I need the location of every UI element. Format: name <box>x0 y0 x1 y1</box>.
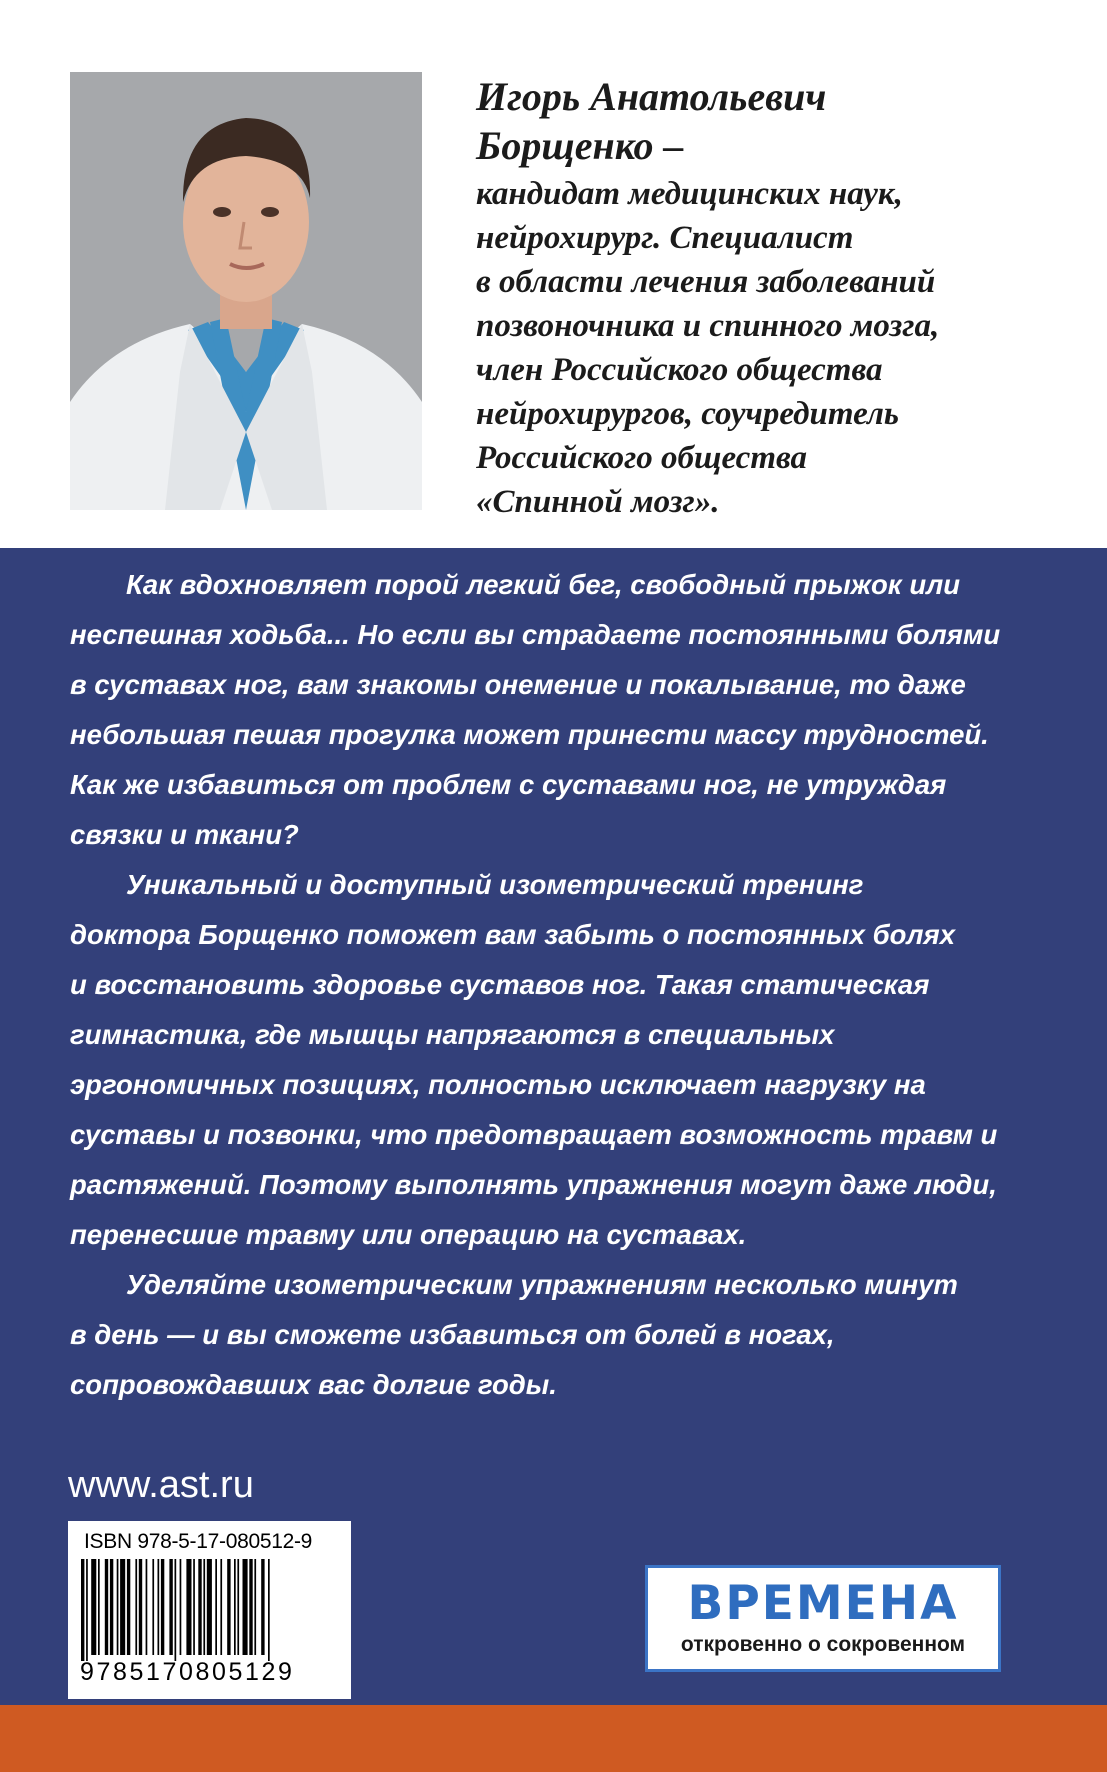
barcode-bar <box>127 1559 130 1655</box>
description-line: связки и ткани? <box>70 819 299 850</box>
author-bio <box>470 172 1090 524</box>
description-line: эргономичных позициях, полностью исключает нагрузку на <box>70 1069 926 1100</box>
barcode-bar <box>175 1559 177 1661</box>
barcode-bar <box>243 1559 248 1655</box>
barcode-bar <box>146 1559 148 1655</box>
barcode-bar <box>139 1559 142 1655</box>
author-info <box>470 72 1090 524</box>
author-section <box>0 0 1107 548</box>
series-tagline: откровенно о сокровенном <box>680 1633 966 1656</box>
isbn-label: ISBN 978-5-17-080512-9 <box>84 1530 313 1553</box>
barcode-bar <box>86 1559 88 1661</box>
barcode-bar <box>193 1559 195 1655</box>
description-line: Как же избавиться от проблем с суставами ног, не утруждая <box>70 769 947 800</box>
author-bio-line: член Российского общества <box>476 352 883 388</box>
description-line: доктора Борщенко поможет вам забыть о постоянных болях <box>70 919 955 950</box>
barcode-bar <box>249 1559 252 1655</box>
barcode-bar <box>158 1559 160 1655</box>
barcode-bar <box>180 1559 182 1655</box>
author-name <box>476 72 1090 170</box>
publisher-website[interactable]: www.ast.ru <box>68 1464 254 1506</box>
barcode-bar <box>98 1559 100 1655</box>
barcode-icon <box>80 1559 339 1661</box>
barcode-bar <box>237 1559 239 1655</box>
description-line: в суставах ног, вам знакомы онемение и покалывание, то даже <box>70 669 966 700</box>
barcode-bar <box>81 1559 84 1661</box>
barcode-bar <box>135 1559 137 1655</box>
barcode-bar <box>120 1559 125 1655</box>
barcode-bar <box>198 1559 201 1655</box>
description-line: и восстановить здоровье суставов ног. Такая статическая <box>70 969 930 1000</box>
barcode-bar <box>169 1559 172 1655</box>
author-bio-line: нейрохирург. Специалист <box>476 220 854 256</box>
barcode-bar <box>234 1559 236 1655</box>
barcode-bar <box>215 1559 217 1655</box>
description-line: суставы и позвонки, что предотвращает возможность травм и <box>70 1119 998 1150</box>
barcode-bar <box>161 1559 164 1655</box>
description-line: перенесшие травму или операцию на суставах. <box>70 1219 747 1250</box>
barcode-bar <box>117 1559 119 1655</box>
barcode-bar <box>152 1559 154 1655</box>
barcode-digits: 9785170805129 <box>80 1658 295 1686</box>
description-paragraph <box>70 1260 1060 1410</box>
barcode-bar <box>268 1559 270 1661</box>
series-name: ВРЕМЕНА <box>687 1576 959 1631</box>
description-line: в день — и вы сможете избавиться от болей в ногах, <box>70 1319 835 1350</box>
author-name-line: Борщенко – <box>476 123 684 168</box>
barcode-bar <box>105 1559 108 1655</box>
description-line: Уделяйте изометрическим упражнениям несколько минут <box>126 1269 958 1300</box>
barcode-bar <box>227 1559 230 1655</box>
barcode-bar <box>110 1559 113 1655</box>
barcode-bar <box>203 1559 205 1655</box>
author-bio-line: кандидат медицинских наук, <box>476 176 903 212</box>
description-paragraph <box>70 860 1060 1260</box>
barcode-bar <box>207 1559 212 1655</box>
description-line: неспешная ходьба... Но если вы страдаете постоянными болями <box>70 619 1001 650</box>
barcode-bar <box>186 1559 191 1655</box>
author-photo <box>70 72 422 510</box>
author-name-line: Игорь Анатольевич <box>476 74 827 119</box>
author-bio-line: позвоночника и спинного мозга, <box>476 308 940 344</box>
description-line: гимнастика, где мышцы напрягаются в специальных <box>70 1019 835 1050</box>
barcode-bar <box>220 1559 222 1655</box>
barcode-bar <box>254 1559 256 1655</box>
isbn-barcode-block <box>68 1521 351 1699</box>
series-logo <box>645 1565 1001 1672</box>
description-line: растяжений. Поэтому выполнять упражнения могут даже люди, <box>70 1169 997 1200</box>
description-line: сопровождавших вас долгие годы. <box>70 1369 557 1400</box>
barcode-bar <box>261 1559 264 1655</box>
author-bio-line: в области лечения заболеваний <box>476 264 936 300</box>
description-line: Уникальный и доступный изометрический тренинг <box>126 869 864 900</box>
barcode-bar <box>91 1559 96 1655</box>
author-bio-line: «Спинной мозг». <box>476 484 720 520</box>
author-bio-line: нейрохирургов, соучредитель <box>476 396 899 432</box>
description-line: небольшая пешая прогулка может принести массу трудностей. <box>70 719 989 750</box>
author-bio-line: Российского общества <box>476 440 808 476</box>
bottom-stripe <box>0 1705 1107 1772</box>
book-description <box>70 560 1060 1410</box>
description-paragraph <box>70 560 1060 860</box>
description-line: Как вдохновляет порой легкий бег, свободный прыжок или <box>126 569 961 600</box>
